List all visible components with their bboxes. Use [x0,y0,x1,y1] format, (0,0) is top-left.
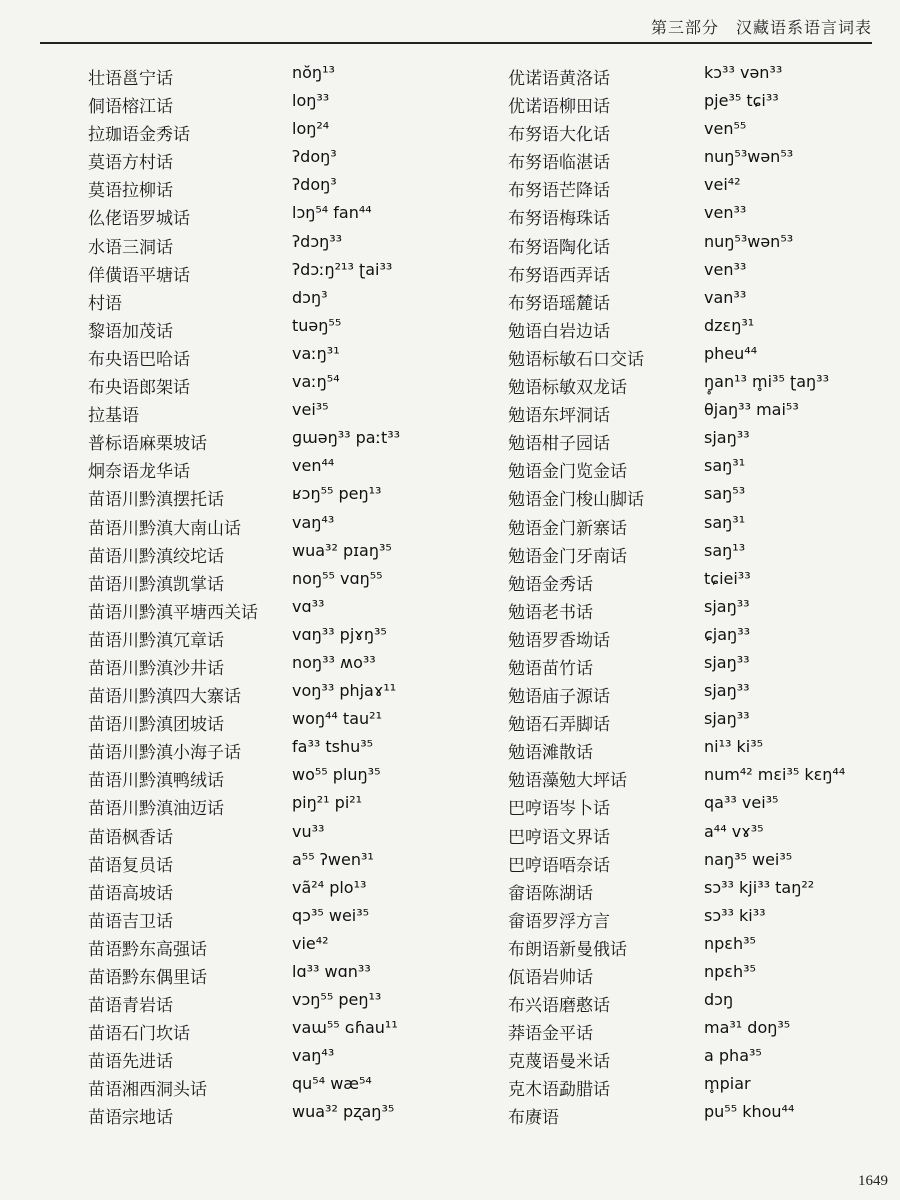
transcription: ʔdoŋ³ [292,175,337,195]
language-name: 布努语梅珠话 [508,209,610,230]
list-item [508,343,900,371]
language-name: 苗语川黔滇凯掌话 [88,574,224,595]
transcription: ven⁵⁵ [704,119,747,139]
list-item [88,1073,488,1101]
transcription: ma³¹ doŋ³⁵ [704,1018,791,1038]
page-number: 1649 [858,1173,888,1189]
language-name: 佯僙语平塘话 [88,265,190,286]
language-name: 勉语滩散话 [508,743,593,764]
list-item [88,961,488,989]
list-item [88,764,488,792]
transcription: lɔŋ⁵⁴ fan⁴⁴ [292,203,372,223]
transcription: qa³³ vei³⁵ [704,793,779,813]
list-item [508,455,900,483]
language-name: 布努语芒降话 [508,181,610,202]
language-name: 炯奈语龙华话 [88,462,190,483]
language-name: 苗语黔东偶里话 [88,968,207,988]
transcription: piŋ²¹ pi²¹ [292,793,363,813]
transcription: vaŋ⁴³ [292,1046,335,1066]
right-column [508,62,900,1130]
list-item [508,1017,900,1045]
transcription: sɔ³³ ki³³ [704,905,766,925]
list-item [88,849,488,877]
transcription: fa³³ tshu³⁵ [292,737,374,757]
transcription: npɛh³⁵ [704,962,756,981]
transcription: kɔ³³ vən³³ [704,63,783,82]
language-name: 勉语白岩边话 [508,321,610,342]
transcription: num⁴² mɛi³⁵ kɛŋ⁴⁴ [704,765,846,785]
list-item [508,90,900,118]
transcription: sjaŋ³³ [704,709,750,729]
transcription: naŋ³⁵ wei³⁵ [704,849,793,869]
list-item [88,933,488,961]
word-list [88,62,888,1152]
list-item [88,652,488,680]
transcription: vie⁴² [292,933,329,953]
language-name: 巴哼语岑卜话 [508,799,610,820]
list-item [88,877,488,905]
transcription: wua³² pɪaŋ³⁵ [292,540,392,560]
language-name: 黎语加茂话 [88,321,173,342]
transcription: nuŋ⁵³wən⁵³ [704,231,794,251]
list-item [508,736,900,764]
list-item [88,118,488,146]
running-header [40,8,872,44]
transcription: wo⁵⁵ pluŋ³⁵ [292,765,381,785]
language-name: 勉语庙子源话 [508,687,610,708]
language-name: 苗语复员话 [88,855,173,876]
language-name: 苗语川黔滇沙井话 [88,658,224,679]
language-name: 苗语川黔滇平塘西关话 [88,602,258,623]
transcription: voŋ³³ phjaɤ¹¹ [292,681,397,701]
language-name: 布央语巴哈话 [88,349,190,370]
list-item [508,764,900,792]
language-name: 布央语郎架话 [88,378,190,399]
transcription: vu³³ [292,821,325,841]
list-item [88,455,488,483]
transcription: saŋ³¹ [704,512,746,532]
list-item [88,596,488,624]
transcription: vɑŋ³³ pjɤŋ³⁵ [292,624,387,644]
language-name: 布赓语 [508,1108,559,1129]
language-name: 勉语老书话 [508,602,593,623]
list-item [88,287,488,315]
transcription: sjaŋ³³ [704,428,750,448]
language-name: 苗语吉卫话 [88,911,173,932]
transcription: vei⁴² [704,175,741,195]
language-name: 莽语金平话 [508,1024,593,1045]
language-name: 苗语黔东高强话 [88,939,207,960]
list-item [508,202,900,230]
list-item [88,568,488,596]
list-item [88,708,488,736]
language-name: 苗语湘西洞头话 [88,1080,207,1101]
language-name: 勉语柑子园话 [508,434,610,455]
list-item [88,1101,488,1129]
transcription: saŋ¹³ [704,540,746,560]
transcription: loŋ³³ [292,91,330,111]
language-name: 勉语金秀话 [508,574,593,595]
list-item [508,905,900,933]
list-item [508,821,900,849]
list-item [508,933,900,961]
language-name: 克木语勐腊话 [508,1080,610,1101]
language-name: 苗语宗地话 [88,1108,173,1129]
list-item [88,231,488,259]
list-item [88,62,488,90]
transcription: vaŋ⁴³ [292,512,335,532]
language-name: 勉语金门新寨话 [508,518,627,539]
transcription: noŋ⁵⁵ vɑŋ⁵⁵ [292,568,383,588]
language-name: 畲语罗浮方言 [508,911,610,932]
list-item [508,961,900,989]
transcription: qu⁵⁴ wæ⁵⁴ [292,1074,372,1094]
list-item [88,624,488,652]
list-item [508,708,900,736]
transcription: saŋ³¹ [704,456,746,476]
transcription: noŋ³³ ʍo³³ [292,652,376,672]
transcription: ɕjaŋ³³ [704,624,751,644]
transcription: wua³² pʐaŋ³⁵ [292,1102,395,1122]
list-item [508,680,900,708]
transcription: sjaŋ³³ [704,652,750,672]
list-item [508,231,900,259]
list-item [88,1045,488,1073]
language-name: 勉语金门牙南话 [508,546,627,567]
section-title: 第三部分 汉藏语系语言词表 [650,18,872,37]
transcription: woŋ⁴⁴ tau²¹ [292,709,382,729]
transcription: ʔdɔŋ³³ [292,231,343,251]
list-item [88,821,488,849]
language-name: 勉语标敏双龙话 [508,378,627,399]
language-name: 苗语川黔滇大南山话 [88,518,241,539]
language-name: 克蔑语曼米话 [508,1052,610,1073]
language-name: 苗语先进话 [88,1052,173,1073]
list-item [508,287,900,315]
transcription: nuŋ⁵³wən⁵³ [704,147,794,167]
transcription: dɔŋ [704,990,734,1010]
list-item [508,62,900,90]
transcription: dzɛŋ³¹ [704,315,755,335]
transcription: ven³³ [704,259,747,279]
transcription: lɑ³³ wɑn³³ [292,962,371,981]
language-name: 苗语高坡话 [88,883,173,904]
transcription: pje³⁵ tɕi³³ [704,91,779,111]
transcription: ven⁴⁴ [292,456,335,476]
language-name: 勉语东坪洞话 [508,406,610,427]
list-item [508,399,900,427]
list-item [508,371,900,399]
transcription: vɑ³³ [292,596,325,616]
language-name: 苗语川黔滇团坡话 [88,715,224,736]
transcription: θjaŋ³³ mai⁵³ [704,400,799,420]
language-name: 仫佬语罗城话 [88,209,190,230]
list-item [508,483,900,511]
language-name: 布努语陶化话 [508,237,610,258]
list-item [508,540,900,568]
language-name: 巴哼语唔奈话 [508,855,610,876]
list-item [508,596,900,624]
language-name: 勉语标敏石口交话 [508,349,644,370]
list-item [88,512,488,540]
transcription: vei³⁵ [292,400,329,420]
language-name: 苗语青岩话 [88,996,173,1017]
list-item [508,792,900,820]
transcription: m̥piar [704,1074,751,1094]
language-name: 佤语岩帅话 [508,968,593,988]
list-item [508,568,900,596]
language-name: 普标语麻栗坡话 [88,434,207,455]
language-name: 布努语临湛话 [508,153,610,174]
list-item [88,989,488,1017]
list-item [88,174,488,202]
list-item [508,427,900,455]
language-name: 布努语瑶麓话 [508,293,610,314]
list-item [508,512,900,540]
transcription: saŋ⁵³ [704,484,746,504]
transcription: pheu⁴⁴ [704,343,758,363]
list-item [88,427,488,455]
transcription: ʁɔŋ⁵⁵ peŋ¹³ [292,484,382,504]
transcription: ni¹³ ki³⁵ [704,737,764,757]
list-item [88,259,488,287]
list-item [88,483,488,511]
language-name: 莫语拉柳话 [88,181,173,202]
transcription: ɡɯəŋ³³ paːt³³ [292,428,401,448]
language-name: 布努语大化话 [508,125,610,146]
language-name: 优诺语黄洛话 [508,69,610,89]
list-item [88,146,488,174]
language-name: 巴哼语文界话 [508,827,610,848]
transcription: ŋ̥an¹³ m̥i³⁵ ʈaŋ³³ [704,372,829,392]
list-item [508,1045,900,1073]
language-name: 侗语榕江话 [88,97,173,118]
transcription: ʔdoŋ³ [292,147,337,167]
language-name: 拉珈语金秀话 [88,125,190,146]
transcription: ʔdɔːŋ²¹³ ʈai³³ [292,259,393,279]
language-name: 苗语石门坎话 [88,1024,190,1045]
list-item [508,989,900,1017]
list-item [88,343,488,371]
language-name: 苗语川黔滇四大寨话 [88,687,241,708]
transcription: sjaŋ³³ [704,681,750,701]
language-name: 勉语石弄脚话 [508,715,610,736]
list-item [88,792,488,820]
language-name: 布兴语磨憨话 [508,996,610,1017]
list-item [88,540,488,568]
transcription: ven³³ [704,203,747,223]
language-name: 村语 [88,293,122,314]
language-name: 布努语西弄话 [508,265,610,286]
language-name: 优诺语柳田话 [508,97,610,118]
language-name: 拉基语 [88,406,139,427]
transcription: vaɯ⁵⁵ ɢɦau¹¹ [292,1018,398,1038]
transcription: vaːŋ⁵⁴ [292,372,340,392]
transcription: a pha³⁵ [704,1046,762,1066]
list-item [88,371,488,399]
language-name: 畲语陈湖话 [508,883,593,904]
list-item [508,118,900,146]
transcription: dɔŋ³ [292,287,328,307]
transcription: tuəŋ⁵⁵ [292,315,342,335]
transcription: sjaŋ³³ [704,596,750,616]
list-item [88,905,488,933]
transcription: qɔ³⁵ wei³⁵ [292,905,370,925]
language-name: 苗语川黔滇鸭绒话 [88,771,224,792]
list-item [508,259,900,287]
list-item [88,399,488,427]
list-item [88,315,488,343]
list-item [508,849,900,877]
transcription: van³³ [704,287,747,307]
list-item [508,877,900,905]
transcription: tɕiei³³ [704,568,751,588]
list-item [508,315,900,343]
language-name: 勉语罗香坳话 [508,630,610,651]
language-name: 苗语川黔滇小海子话 [88,743,241,764]
language-name: 勉语金门梭山脚话 [508,490,644,511]
language-name: 苗语川黔滇油迈话 [88,799,224,820]
language-name: 勉语金门览金话 [508,462,627,483]
list-item [88,1017,488,1045]
transcription: loŋ²⁴ [292,119,330,139]
list-item [88,680,488,708]
language-name: 苗语川黔滇绞坨话 [88,546,224,567]
transcription: vaːŋ³¹ [292,343,340,363]
transcription: a⁴⁴ vɤ³⁵ [704,821,764,841]
language-name: 苗语川黔滇摆托话 [88,490,224,511]
list-item [88,90,488,118]
list-item [508,174,900,202]
list-item [508,1101,900,1129]
list-item [508,146,900,174]
language-name: 勉语藻勉大坪话 [508,771,627,792]
transcription: a⁵⁵ ʔwen³¹ [292,849,374,869]
left-column [88,62,488,1130]
list-item [88,736,488,764]
language-name: 壮语邕宁话 [88,69,173,89]
language-name: 水语三洞话 [88,237,173,258]
transcription: pu⁵⁵ khou⁴⁴ [704,1102,795,1122]
list-item [508,624,900,652]
transcription: vã²⁴ plo¹³ [292,877,367,897]
language-name: 苗语川黔滇冗章话 [88,630,224,651]
list-item [508,1073,900,1101]
transcription: sɔ³³ kji³³ taŋ²² [704,877,815,897]
language-name: 莫语方村话 [88,153,173,174]
list-item [88,202,488,230]
language-name: 苗语枫香话 [88,827,173,848]
transcription: vɔŋ⁵⁵ peŋ¹³ [292,990,382,1010]
list-item [508,652,900,680]
transcription: nŏŋ¹³ [292,63,335,82]
language-name: 勉语苗竹话 [508,658,593,679]
language-name: 布朗语新曼俄话 [508,939,627,960]
transcription: npɛh³⁵ [704,933,756,953]
